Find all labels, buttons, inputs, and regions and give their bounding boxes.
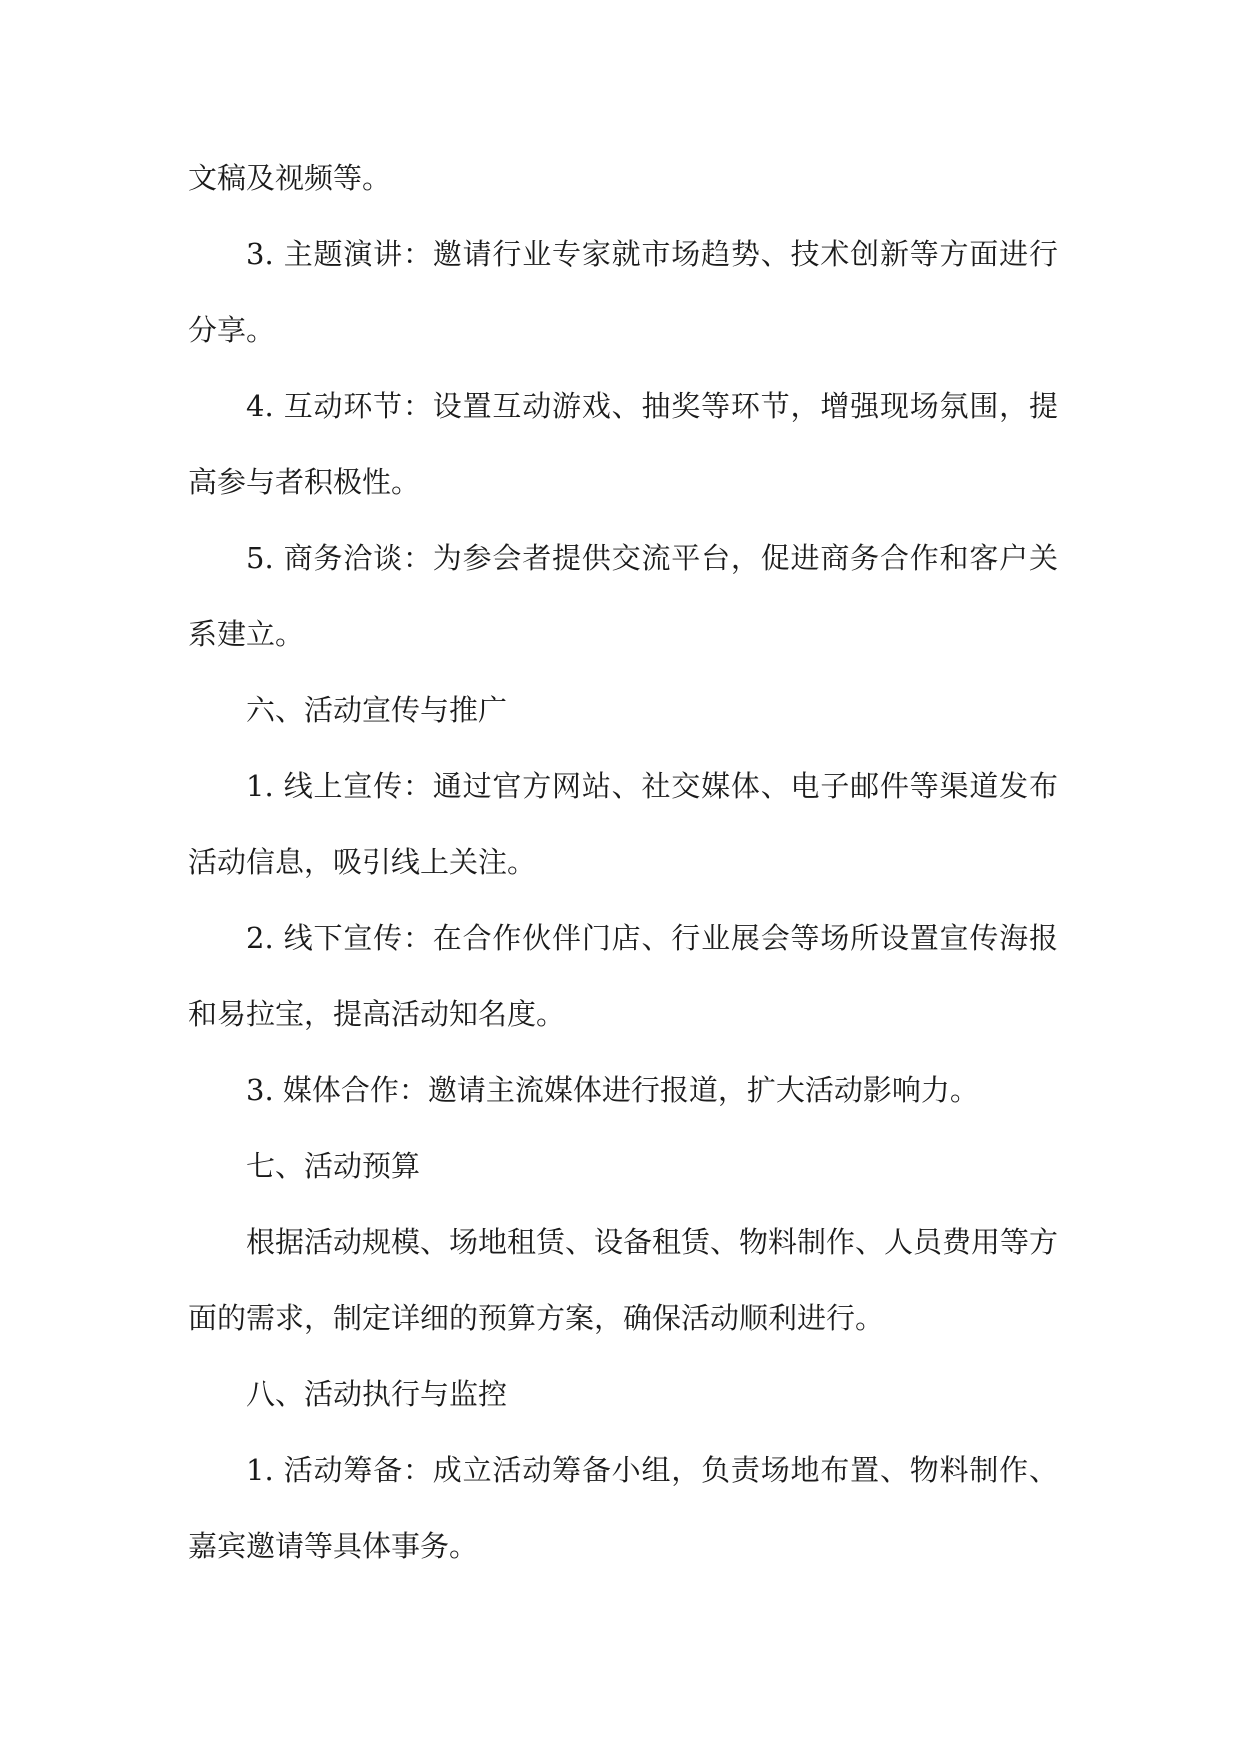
paragraph-continuation: 文稿及视频等。 xyxy=(188,161,392,195)
section-heading-promotion: 六、活动宣传与推广 xyxy=(246,693,508,727)
section-heading-execution: 八、活动执行与监控 xyxy=(246,1377,508,1411)
paragraph-budget: 根据活动规模、场地租赁、设备租赁、物料制作、人员费用等方面的需求，制定详细的预算方案，确保活动顺利进行。 xyxy=(188,1225,1059,1335)
section-heading-budget: 七、活动预算 xyxy=(246,1149,421,1183)
paragraph-media-cooperation: 3. 媒体合作：邀请主流媒体进行报道，扩大活动影响力。 xyxy=(246,1073,979,1107)
paragraph-offline-promotion: 2. 线下宣传：在合作伙伴门店、行业展会等场所设置宣传海报和易拉宝，提高活动知名度。 xyxy=(188,921,1058,1031)
body-text xyxy=(188,140,1058,1584)
paragraph-preparation: 1. 活动筹备：成立活动筹备小组，负责场地布置、物料制作、嘉宾邀请等具体事务。 xyxy=(188,1453,1058,1563)
paragraph-keynote: 3. 主题演讲：邀请行业专家就市场趋势、技术创新等方面进行分享。 xyxy=(188,237,1058,347)
paragraph-interaction: 4. 互动环节：设置互动游戏、抽奖等环节，增强现场氛围，提高参与者积极性。 xyxy=(188,389,1058,499)
paragraph-online-promotion: 1. 线上宣传：通过官方网站、社交媒体、电子邮件等渠道发布活动信息，吸引线上关注。 xyxy=(188,769,1058,879)
paragraph-business-talks: 5. 商务洽谈：为参会者提供交流平台，促进商务合作和客户关系建立。 xyxy=(188,541,1058,651)
